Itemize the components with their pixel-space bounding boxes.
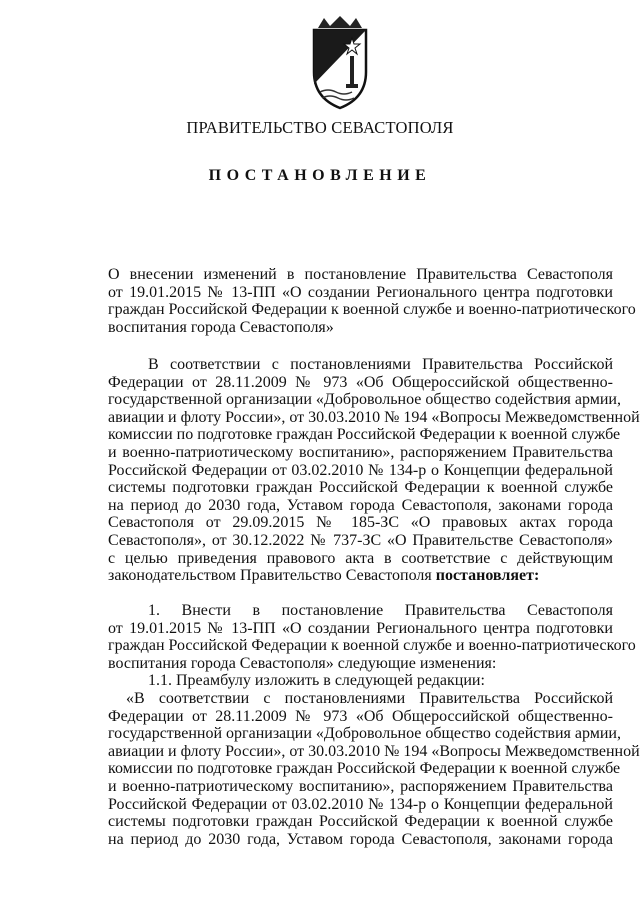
paragraph-line: с целью приведения правового акта в соответствие с действующим: [108, 549, 613, 567]
paragraph-line: Федерации от 28.11.2009 № 973 «Об Общероссийской общественно-: [108, 707, 613, 725]
paragraph-line: системы подготовки граждан Российской Федерации к военной службе: [108, 813, 613, 831]
title-line: воспитания города Севастополя»: [108, 318, 334, 336]
paragraph-line: на период до 2030 года, Уставом города Севастополя, законами города: [108, 830, 613, 848]
paragraph-line: воспитания города Севастополя» следующие изменения:: [108, 654, 497, 672]
paragraph-line: [108, 567, 613, 585]
paragraph-line: В соответствии с постановлениями Правительства Российской: [148, 356, 613, 373]
paragraph-line: граждан Российской Федерации к военной службе и военно-патриотического: [108, 637, 636, 655]
paragraph-line: Федерации от 28.11.2009 № 973 «Об Общероссийской общественно-: [108, 373, 613, 391]
paragraph-line: государственной организации «Добровольное общество содействия армии,: [108, 725, 621, 743]
paragraph-line: государственной организации «Добровольное общество содействия армии,: [108, 391, 621, 409]
paragraph-line: авиации и флоту России», от 30.03.2010 № 194 «Вопросы Межведомственной: [108, 742, 640, 760]
paragraph-line: авиации и флоту России», от 30.03.2010 № 194 «Вопросы Межведомственной: [108, 408, 640, 426]
item-1-1-label: 1.1. Преамбулу изложить в следующей редакции:: [148, 672, 485, 690]
paragraph-line: Российской Федерации от 03.02.2010 № 134-р о Концепции федеральной: [108, 795, 613, 813]
paragraph-line: комиссии по подготовке граждан Российской Федерации к военной службе: [108, 760, 621, 778]
item-1: [108, 602, 640, 848]
paragraph-line: и военно-патриотическому воспитанию», распоряжением Правительства: [108, 443, 613, 461]
paragraph-line: комиссии по подготовке граждан Российской Федерации к военной службе: [108, 426, 621, 444]
paragraph-line: Российской Федерации от 03.02.2010 № 134-р о Концепции федеральной: [108, 461, 613, 479]
paragraph-line: Севастополя от 29.09.2015 № 185-ЗС «О правовых актах города: [108, 514, 613, 532]
paragraph-line: на период до 2030 года, Уставом города Севастополя, законами города: [108, 496, 613, 514]
paragraph-line: и военно-патриотическому воспитанию», распоряжением Правительства: [108, 777, 613, 795]
paragraph-line: системы подготовки граждан Российской Федерации к военной службе: [108, 479, 613, 497]
government-name: ПРАВИТЕЛЬСТВО СЕВАСТОПОЛЯ: [186, 118, 454, 137]
title-line: от 19.01.2015 № 13-ПП «О создании Регионального центра подготовки: [108, 283, 613, 301]
document-type: ПОСТАНОВЛЕНИЕ: [208, 167, 432, 184]
sevastopol-coat-of-arms-icon: [300, 14, 380, 110]
paragraph-text: законодательством Правительство Севастополя: [108, 567, 436, 585]
paragraph-line: Севастополя», от 30.12.2022 № 737-ЗС «О Правительстве Севастополя»: [108, 531, 613, 549]
decree-keyword: постановляет:: [435, 567, 540, 585]
paragraph-line: от 19.01.2015 № 13-ПП «О создании Регионального центра подготовки: [108, 619, 613, 637]
preamble-paragraph: [108, 356, 640, 585]
title-line: О внесении изменений в постановление Правительства Севастополя: [108, 266, 613, 283]
title-line: граждан Российской Федерации к военной службе и военно-патриотического: [108, 301, 636, 319]
paragraph-line: «В соответствии с постановлениями Правительства Российской: [126, 689, 613, 707]
paragraph-line: 1. Внести в постановление Правительства Севастополя: [148, 602, 613, 619]
document-title: [108, 266, 636, 336]
